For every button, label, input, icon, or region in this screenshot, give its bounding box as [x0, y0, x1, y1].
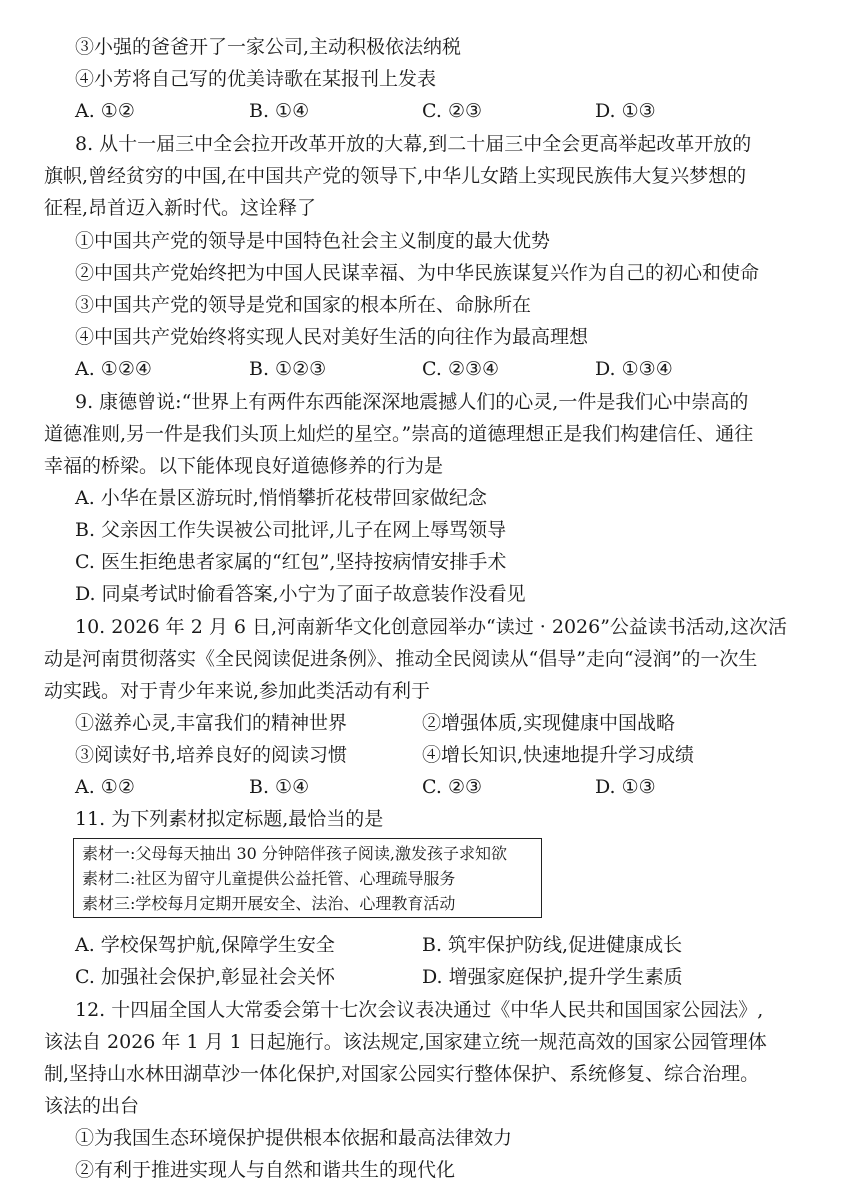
q10-option-d: D. ①③	[595, 776, 656, 798]
q11-choices-row-1	[75, 932, 795, 962]
q11-choice-d: D. 增强家庭保护,提升学生素质	[422, 966, 683, 988]
q10-options	[75, 774, 775, 804]
q11-choice-c: C. 加强社会保护,彰显社会关怀	[75, 966, 335, 988]
q7-option-b: B. ①④	[249, 100, 310, 122]
q12-stem-line-3: 制,坚持山水林田湖草沙一体化保护,对国家公园实行整体保护、系统修复、综合治理。	[44, 1063, 760, 1085]
q8-option-a: A. ①②④	[75, 358, 152, 380]
q8-item-3: ③中国共产党的领导是党和国家的根本所在、命脉所在	[75, 294, 532, 316]
q7-option-a: A. ①②	[75, 100, 135, 122]
q9-choice-b: B. 父亲因工作失误被公司批评,儿子在网上辱骂领导	[75, 519, 507, 541]
q7-options	[75, 98, 775, 128]
q8-item-4: ④中国共产党始终将实现人民对美好生活的向往作为最高理想	[75, 326, 589, 348]
q8-option-c: C. ②③④	[422, 358, 500, 380]
q10-stem-line-3: 动实践。对于青少年来说,参加此类活动有利于	[44, 680, 431, 702]
q12-stem-line-4: 该法的出台	[44, 1095, 140, 1117]
q11-choices-row-2	[75, 964, 795, 994]
q7-option-d: D. ①③	[595, 100, 656, 122]
q11-stem: 11. 为下列素材拟定标题,最恰当的是	[75, 808, 384, 830]
q10-stem-line-2: 动是河南贯彻落实《全民阅读促进条例》、推动全民阅读从“倡导”走向“浸润”的一次生	[44, 648, 758, 670]
q10-item-1: ①滋养心灵,丰富我们的精神世界	[75, 712, 348, 734]
q10-stem-line-1: 10. 2026 年 2 月 6 日,河南新华文化创意园举办“读过 · 2026”公益读书活动,这次活	[75, 616, 787, 638]
q7-option-c: C. ②③	[422, 100, 483, 122]
q10-items-row-1	[75, 710, 795, 740]
q8-option-d: D. ①③④	[595, 358, 673, 380]
q11-choice-b: B. 筑牢保护防线,促进健康成长	[422, 934, 683, 956]
q8-option-b: B. ①②③	[249, 358, 327, 380]
q8-stem-line-1: 8. 从十一届三中全会拉开改革开放的大幕,到二十届三中全会更高举起改革开放的	[75, 133, 752, 155]
q9-stem-line-3: 幸福的桥梁。以下能体现良好道德修养的行为是	[44, 455, 444, 477]
q10-option-a: A. ①②	[75, 776, 135, 798]
q12-stem-line-2: 该法自 2026 年 1 月 1 日起施行。该法规定,国家建立统一规范高效的国家公园管理体	[44, 1031, 767, 1053]
q7-item-4: ④小芳将自己写的优美诗歌在某报刊上发表	[75, 68, 437, 90]
q9-choice-a: A. 小华在景区游玩时,悄悄攀折花枝带回家做纪念	[75, 487, 487, 509]
q10-item-2: ②增强体质,实现健康中国战略	[422, 712, 676, 734]
q10-option-b: B. ①④	[249, 776, 310, 798]
q11-material-3: 素材三:学校每月定期开展安全、法治、心理教育活动	[82, 894, 456, 913]
q8-stem-line-2: 旗帜,曾经贫穷的中国,在中国共产党的领导下,中华儿女踏上实现民族伟大复兴梦想的	[44, 165, 747, 187]
q9-choice-c: C. 医生拒绝患者家属的“红包”,坚持按病情安排手术	[75, 551, 507, 573]
q10-item-4: ④增长知识,快速地提升学习成绩	[422, 744, 695, 766]
q10-items-row-2	[75, 742, 795, 772]
q10-option-c: C. ②③	[422, 776, 483, 798]
q9-stem-line-2: 道德准则,另一件是我们头顶上灿烂的星空。”崇高的道德理想正是我们构建信任、通往	[44, 423, 754, 445]
q9-stem-line-1: 9. 康德曾说:“世界上有两件东西能深深地震撼人们的心灵,一件是我们心中崇高的	[75, 391, 749, 413]
q10-item-3: ③阅读好书,培养良好的阅读习惯	[75, 744, 348, 766]
q12-item-2: ②有利于推进实现人与自然和谐共生的现代化	[75, 1159, 456, 1181]
q11-material-box	[73, 838, 542, 918]
q8-stem-line-3: 征程,昂首迈入新时代。这诠释了	[44, 197, 317, 219]
q11-material-2: 素材二:社区为留守儿童提供公益托管、心理疏导服务	[82, 869, 456, 888]
q8-item-1: ①中国共产党的领导是中国特色社会主义制度的最大优势	[75, 230, 551, 252]
q12-stem-line-1: 12. 十四届全国人大常委会第十七次会议表决通过《中华人民共和国国家公园法》,	[75, 999, 764, 1021]
q12-item-1: ①为我国生态环境保护提供根本依据和最高法律效力	[75, 1127, 513, 1149]
q8-item-2: ②中国共产党始终把为中国人民谋幸福、为中华民族谋复兴作为自己的初心和使命	[75, 262, 760, 284]
q8-options	[75, 356, 775, 386]
q9-choice-d: D. 同桌考试时偷看答案,小宁为了面子故意装作没看见	[75, 583, 526, 605]
q7-item-3: ③小强的爸爸开了一家公司,主动积极依法纳税	[75, 36, 462, 58]
q11-choice-a: A. 学校保驾护航,保障学生安全	[75, 934, 335, 956]
q11-material-1: 素材一:父母每天抽出 30 分钟陪伴孩子阅读,激发孩子求知欲	[82, 844, 508, 863]
